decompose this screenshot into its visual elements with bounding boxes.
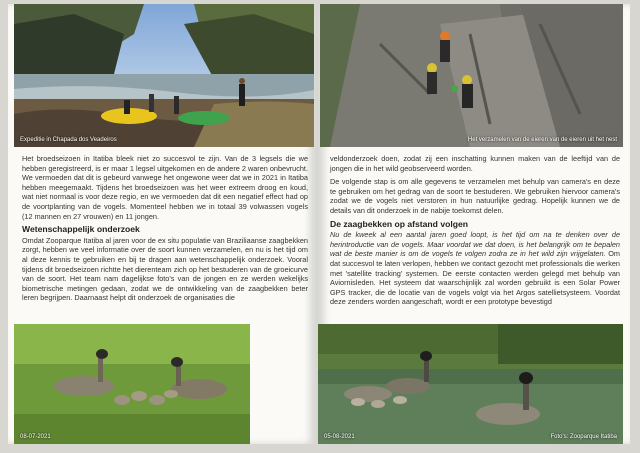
ducklings-photo-date: 08-07-2021 — [20, 434, 51, 440]
expedition-photo-image — [14, 4, 314, 147]
left-page — [8, 4, 316, 444]
remote-tracking-paragraph — [330, 230, 620, 307]
right-page — [318, 4, 630, 444]
breeding-season-paragraph: Het broedseizoen in Itatiba bleek niet zo succesvol te zijn. Van de 3 legsels die we hebben geregistreerd, is er maar 1 legsel uitgekomen en de andere 2 waren onbevrucht. We vermoeden dat dit is gebeurd vanwege het ongewone weer dat we in 2021 in Itatiba hebben meegemaakt. Tijdens het broedseizoen was het weer extreem droog en koud, wat niet normaal is voor deze regio, en we vermoeden dat dit een negatief effect had op de voortplanting van de vogels. Momenteel hebben we in totaal 39 volwassen vogels (12 mannen en 27 vrouwen) en 11 jongen. — [22, 154, 308, 221]
nest-collection-caption: Het verzamelen van de eieren van de eieren uit het nest — [467, 137, 617, 143]
mergansers-photo — [318, 324, 623, 444]
mergansers-photo-date: 05-08-2021 — [324, 434, 355, 440]
scientific-research-heading: Wetenschappelijk onderzoek — [22, 224, 140, 235]
right-text-column — [330, 154, 620, 307]
expedition-photo — [14, 4, 314, 147]
left-text-column — [22, 154, 308, 307]
reintroduction-intro: Nu de kweek al een aantal jaren goed loopt, is het tijd om na te denken over de herintroductie van de vogels. Maar voordat we dat doen, is het belangrijk om te bepalen wat de beste manier is om de vogels te volgen zodra ze in het wild zijn vrijgelaten. — [330, 230, 620, 259]
photo-credit: Foto's: Zooparque Itatiba — [550, 434, 617, 440]
mergansers-photo-image — [318, 324, 623, 444]
remote-tracking-heading: De zaagbekken op afstand volgen — [330, 218, 469, 229]
nest-collection-photo — [320, 4, 623, 147]
camera-study-paragraph: De volgende stap is om alle gegevens te verzamelen met behulp van camera's en deze te gebruiken om het gedrag van de soort te bestuderen. We gebruiken hiervoor camera's zodat we de vogels niet verstoren in hun natuurlijke gedrag. Hopelijk kunnen we de details van dit onderzoek in de nabije toekomst delen. — [330, 177, 620, 215]
ducklings-photo-image — [14, 324, 250, 444]
field-research-paragraph: veldonderzoek doen, zodat zij een inschatting kunnen maken van de leeftijd van de jongen die in het wild geobserveerd worden. — [330, 154, 620, 173]
nest-collection-photo-image — [320, 4, 623, 147]
scientific-research-paragraph: Omdat Zooparque Itatiba al jaren voor de ex situ populatie van Braziliaanse zaagbekken zorgt, hebben we veel informatie over de soort kunnen verzamelen, en nu is het tijd om al deze kennis te gebruiken en bij te dragen aan wetenschappelijk onderzoek. Vooral tijdens dit broedseizoen richtte het dierenteam zich op het bestuderen van de groeicurve van de soort. Het team nam dagelijkse foto's van de jongen en ze werden wekelijks biometrische metingen gedaan, zodat we de ontwikkeling van de zaagbekken beter leren begrijpen. Daarnaast helpt dit onderzoek de organisaties die — [22, 235, 308, 303]
ducklings-photo — [14, 324, 250, 444]
satellite-tracking-text: Om dat succesvol te laten verlopen, hebben we contact gezocht met professionals die werken met 'satellite tracking' systemen. De eerste contacten werden gelegd met behulp van Aviornisleden. Het systeem dat waarschijnlijk zal worden gebruikt is een Solar Power GPS tracker, die de locatie van de vogels volgt via het Argos satellietsysteem. Voordat deze zenders worden aangeschaft, wordt er een prototype bevestigd — [330, 249, 620, 307]
expedition-caption: Expeditie in Chapada dos Veadeiros — [20, 137, 117, 143]
